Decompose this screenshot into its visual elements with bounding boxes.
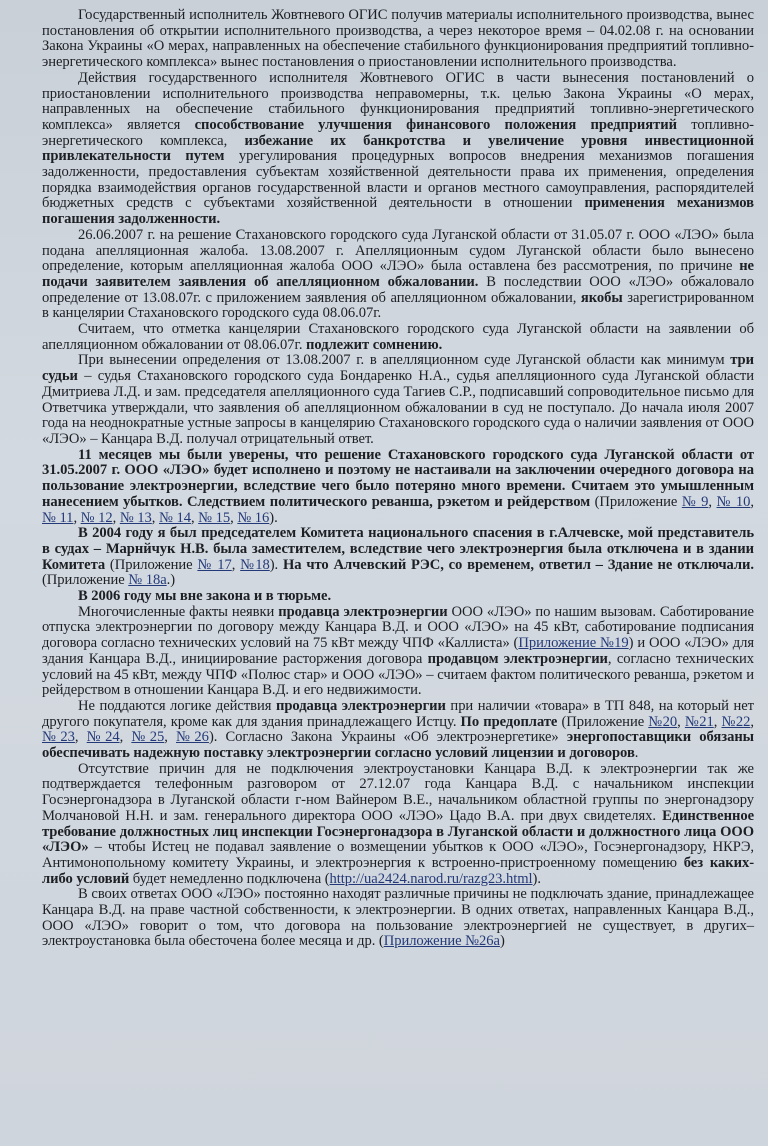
paragraph bbox=[42, 71, 754, 228]
paragraph bbox=[42, 353, 754, 447]
paragraph bbox=[42, 8, 754, 71]
text-segment: Многочисленные факты неявки bbox=[78, 603, 279, 620]
paragraph bbox=[42, 228, 754, 322]
text-segment: , bbox=[74, 729, 87, 746]
text-segment: , bbox=[713, 713, 722, 730]
text-segment: , bbox=[750, 713, 754, 730]
text-segment: топливно-энергетического комплекса, bbox=[42, 116, 754, 149]
appendix-link[interactable]: №24 bbox=[86, 729, 120, 746]
document-body bbox=[42, 8, 754, 950]
text-segment: Отсутствие причин для не подключения электроустановки Канцара В.Д. к электроэнергии так же подтверждается телефонным разговором от 27.12.07 года Канцара В.Д. с начальником инспекции Госэнергонадзора в Луганской области г-ном Вайнером В.Е., начальником областной группы по энергонадзору Молчановой Н.Н. и зам. генерального директора ООО «ЛЭО» Цадо В.А. при двух свидетелях. bbox=[42, 760, 754, 824]
text-segment: (Приложение bbox=[105, 556, 198, 573]
bold-text: избежание их банкротства и увеличение уровня инвестиционной привлекательности путем bbox=[42, 132, 754, 165]
bold-text: 11 месяцев мы были уверены, что решение Стахановского городского суда Луганской области от 31.05.2007 г. ООО «ЛЭО» будет исполнено и поэтому не настаивали на заключении очередного договора на пользование электроэнергии, вследствие чего было потеряно много времени. Считаем это умышленным нанесением убытков. Следствием политического реванша, рэкетом и рейдерством bbox=[42, 446, 754, 510]
text-segment: , bbox=[230, 509, 238, 526]
text-segment: (Приложение bbox=[557, 713, 649, 730]
appendix-link[interactable]: №23 bbox=[42, 729, 75, 746]
text-segment: , bbox=[151, 509, 159, 526]
bold-text: три судьи bbox=[42, 352, 754, 385]
text-segment: (Приложение bbox=[42, 572, 129, 589]
text-segment: при наличии «товара» в ТП 848, на который нет другого покупателя, кроме как для здания принадлежащего Истцу. bbox=[42, 697, 754, 730]
text-segment: .) bbox=[166, 572, 176, 589]
text-segment: , bbox=[164, 729, 177, 746]
paragraph bbox=[42, 526, 754, 589]
appendix-link[interactable]: № 10 bbox=[716, 493, 751, 510]
appendix-link[interactable]: № 15 bbox=[198, 509, 231, 526]
text-segment: В своих ответах ООО «ЛЭО» постоянно находят различные причины не подключать здание, принадлежащее Канцара В.Д. на праве частной собственности, к электроэнергии. В одних ответах, направленных Канцара В.Д., ООО «ЛЭО» говорит о том, что договора на пользование электроэнергией не существует, в других– электроустановка была обесточена более месяца и др. ( bbox=[42, 886, 754, 950]
text-segment: ). bbox=[532, 870, 541, 887]
appendix-link[interactable]: №22 bbox=[721, 713, 751, 730]
paragraph bbox=[42, 762, 754, 888]
appendix-link[interactable]: №20 bbox=[648, 713, 678, 730]
bold-text: По предоплате bbox=[460, 713, 558, 730]
paragraph bbox=[42, 448, 754, 527]
text-segment: ) и ООО «ЛЭО» для здания Канцара В.Д., инициирование расторжения договора bbox=[42, 635, 754, 667]
appendix-link[interactable]: Приложение №26а bbox=[383, 933, 500, 950]
text-segment: ) bbox=[499, 933, 505, 950]
text-segment: (Приложение bbox=[590, 493, 682, 510]
text-segment: Действия государственного исполнителя Жовтневого ОГИС в части вынесения постановлений о приостановлении исполнительного производства неправомерны, т.к. целью Закона Украины «О мерах, направленных на обеспечение стабильного функционирования предприятий топливно-энергетического комплекса» является bbox=[42, 69, 754, 133]
appendix-link[interactable]: № 13 bbox=[119, 509, 152, 526]
text-segment: ООО «ЛЭО» по нашим вызовам. Саботирование отпуска электроэнергии по договору между Канцара В.Д. и ООО «ЛЭО» на 45 кВт, саботирование подписания договора согласно технических условий на 75 кВт между ЧПФ «Каллиста» ( bbox=[42, 603, 754, 652]
text-segment: урегулирования процедурных вопросов внедрения механизмов погашения задолженности, предоставления субъектам хозяйственной деятельности права их применения, определения порядка взаимодействия органов государственной власти и органов местного самоуправления, распорядителей бюджетных средств с субъектами хозяйственной деятельности в отношении bbox=[42, 148, 754, 212]
bold-text: применения механизмов погашения задолженности. bbox=[42, 195, 754, 228]
text-segment: ). bbox=[269, 556, 283, 573]
bold-text: Единственное требование должностных лиц инспекции Госэнергонадзора в Луганской области и должностного лица ООО «ЛЭО» bbox=[42, 807, 754, 856]
appendix-link[interactable]: № 14 bbox=[158, 509, 191, 526]
appendix-link[interactable]: Приложение №19 bbox=[518, 635, 629, 652]
bold-text: подлежит сомнению. bbox=[306, 336, 443, 353]
text-segment: В последствии ООО «ЛЭО» обжаловало определение от 13.08.07г. с приложением заявления об апелляционном обжаловании, bbox=[42, 273, 754, 306]
text-segment: , bbox=[190, 509, 199, 526]
text-segment: , bbox=[708, 493, 717, 510]
text-segment: ). bbox=[269, 509, 278, 526]
paragraph bbox=[42, 605, 754, 699]
appendix-link[interactable]: № 16 bbox=[237, 509, 270, 526]
bold-text: В 2006 году мы вне закона и в тюрьме. bbox=[78, 588, 332, 605]
bold-text: На что Алчевский РЭС, со временем, ответил – Здание не отключали. bbox=[282, 556, 755, 573]
bold-text: В 2004 году я был председателем Комитета национального спасения в г.Алчевске, мой представитель в судах – Марнйчук Н.В. была заместителем, вследствие чего электроэнергия была отключена и в здании Комитета bbox=[42, 525, 754, 573]
bold-text: энергопоставщики обязаны обеспечивать надежную поставку электроэнергии согласно условий лицензии и договоров bbox=[42, 729, 755, 762]
text-segment: будет немедленно подключена ( bbox=[129, 870, 330, 887]
text-segment: 26.06.2007 г. на решение Стахановского городского суда Луганской области от 31.05.07 г. ООО «ЛЭО» была подана апелляционная жалоба. 13.08.2007 г. Апелляционным судом Луганской области было вынесено определение, которым апелляционная жалоба ООО «ЛЭО» была оставлена без рассмотрения, по причине bbox=[42, 226, 754, 275]
paragraph bbox=[42, 699, 754, 762]
text-segment: , bbox=[750, 493, 754, 510]
appendix-link[interactable]: №25 bbox=[131, 729, 165, 746]
bold-text: продавца электроэнергии bbox=[278, 603, 448, 620]
text-segment: , bbox=[73, 509, 81, 526]
text-segment: зарегистрированном в канцелярии Стахановского городского суда 08.06.07г. bbox=[42, 289, 754, 322]
text-segment: При вынесении определения от 13.08.2007 г. в апелляционном суде Луганской области как минимум bbox=[78, 352, 731, 369]
appendix-link[interactable]: http://ua2424.narod.ru/razg23.html bbox=[329, 870, 533, 887]
text-segment: , согласно технических условий на 45 кВт, между ЧПФ «Полюс стар» и ООО «ЛЭО» – считаем фактом политического реванша, рэкетом и рейдерством в отношении Канцара В.Д. и его недвижимости. bbox=[42, 650, 754, 699]
appendix-link[interactable]: № 11 bbox=[42, 509, 74, 526]
appendix-link[interactable]: № 9 bbox=[681, 493, 709, 510]
appendix-link[interactable]: № 18а bbox=[128, 572, 167, 589]
bold-text: продавцом электроэнергии bbox=[427, 650, 608, 667]
appendix-link[interactable]: №21 bbox=[684, 713, 714, 730]
bold-text: продавца электроэнергии bbox=[275, 697, 446, 714]
paragraph bbox=[42, 322, 754, 353]
text-segment: Считаем, что отметка канцелярии Стахановского городского суда Луганской области на заявлении об апелляционном обжаловании от 08.06.07г. bbox=[42, 321, 754, 353]
paragraph bbox=[42, 887, 754, 950]
text-segment: , bbox=[677, 713, 685, 730]
text-segment: Не поддаются логике действия bbox=[78, 697, 276, 714]
text-segment: , bbox=[119, 729, 132, 746]
text-segment: . bbox=[634, 745, 639, 762]
appendix-link[interactable]: №18 bbox=[240, 556, 270, 573]
bold-text: способствование улучшения финансового положения предприятий bbox=[194, 116, 677, 133]
paragraph bbox=[42, 589, 754, 605]
bold-text: без каких-либо условий bbox=[42, 854, 754, 887]
text-segment: , bbox=[231, 556, 241, 573]
text-segment: Государственный исполнитель Жовтневого ОГИС получив материалы исполнительного производства, вынес постановления об открытии исполнительного производства, а через некоторое время – 04.02.08 г. на основании Закона Украины «О мерах, направленных на обеспечение стабильного функционирования предприятий топливно-энергетического комплекса» вынес постановления о приостановлении исполнительного производства. bbox=[42, 7, 754, 71]
bold-text: не подачи заявителем заявления об апелляционном обжаловании. bbox=[42, 258, 754, 290]
appendix-link[interactable]: № 17 bbox=[197, 556, 232, 573]
appendix-link[interactable]: №26 bbox=[176, 729, 209, 746]
bold-text: якобы bbox=[580, 289, 623, 306]
text-segment: ). Согласно Закона Украины «Об электроэнергетике» bbox=[208, 729, 567, 746]
text-segment: – судья Стахановского городского суда Бондаренко Н.А., судья апелляционного суда Луганской области Дмитриева Л.Д. и зам. председателя апелляционного суда Тагиев С.Р., подписавший сопроводительное письмо для Ответчика утверждали, что заявления об апелляционном обжаловании в суд не поступало. До начала июля 2007 года на неоднократные устные запросы в канцелярию Стахановского городского суда о наличии заявления от ООО «ЛЭО» – Канцара В.Д. получал отрицательный ответ. bbox=[42, 368, 754, 447]
text-segment: – чтобы Истец не подавал заявление о возмещении убытков к ООО «ЛЭО», Госэнергонадзору, НКРЭ, Антимонопольному комитету Украины, и электроэнергия к встроенно-пристроенному помещению bbox=[42, 839, 754, 871]
appendix-link[interactable]: № 12 bbox=[80, 509, 113, 526]
text-segment: , bbox=[112, 509, 120, 526]
